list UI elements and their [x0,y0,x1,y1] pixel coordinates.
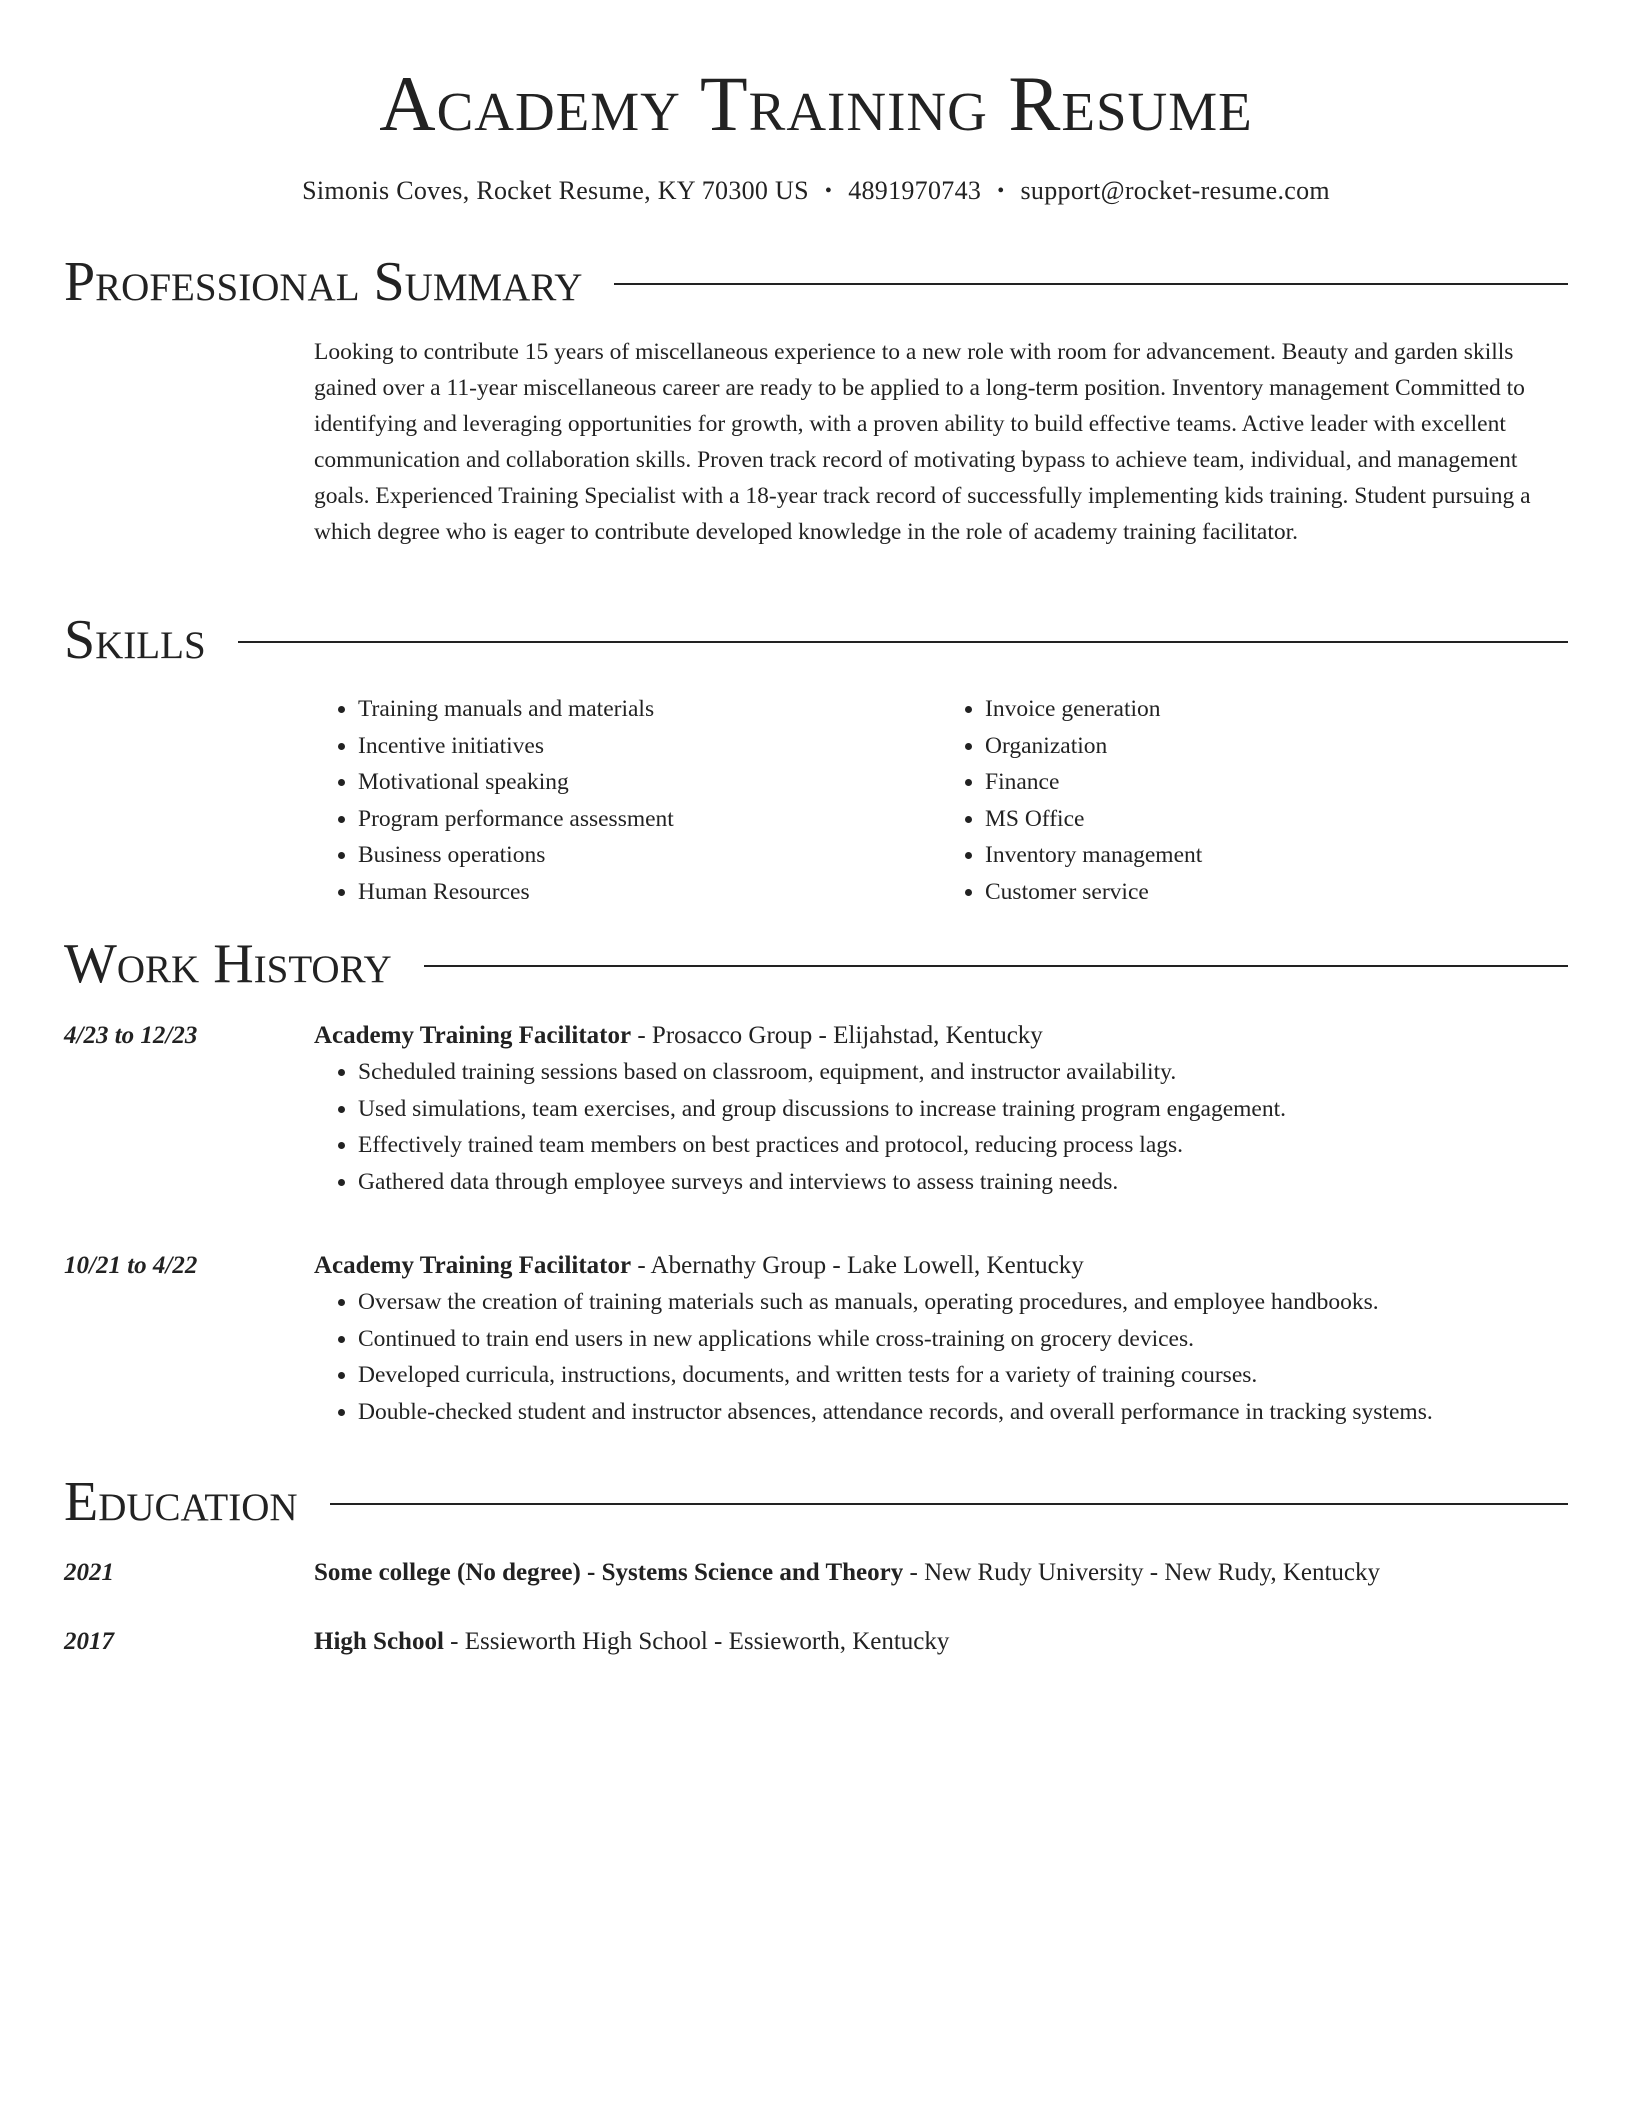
education-line [314,1624,1568,1660]
job-bullet-list [314,1054,1568,1200]
job-bullet: • Effectively trained team members on best practices and protocol, reducing process lags. [358,1127,1568,1164]
job-dates: 10/21 to 4/22 [64,1252,198,1279]
skill-item: • Business operations [358,837,941,874]
work-section-header [64,932,1568,996]
job-bullet: • Gathered data through employee surveys and interviews to assess training needs. [358,1164,1568,1201]
job-bullet: • Developed curricula, instructions, documents, and written tests for a variety of training courses. [358,1357,1568,1394]
skill-item: • Organization [985,728,1568,765]
job-title-line [314,1248,1568,1284]
skills-section-header [64,608,1568,672]
summary-section-header [64,250,1568,314]
skill-item: • Invoice generation [985,691,1568,728]
section-divider [238,641,1568,643]
skill-item: • Training manuals and materials [358,691,941,728]
education-degree: Some college (No degree) - Systems Science and Theory [314,1559,904,1586]
job-entry [314,1018,1568,1200]
education-details: - New Rudy University - New Rudy, Kentucky [903,1559,1381,1586]
contact-separator: • [997,180,1005,202]
job-bullet: • Scheduled training sessions based on classroom, equipment, and instructor availability. [358,1054,1568,1091]
skills-list-left [314,691,941,910]
skill-item: • Motivational speaking [358,764,941,801]
education-entry [314,1624,1568,1660]
job-title-line [314,1018,1568,1054]
job-bullet: • Double-checked student and instructor absences, attendance records, and overall performance in tracking systems. [358,1394,1568,1431]
job-entry [314,1248,1568,1430]
job-details: - Abernathy Group - Lake Lowell, Kentucky [631,1252,1084,1279]
education-entry [314,1555,1568,1591]
contact-line [64,174,1568,208]
job-title: Academy Training Facilitator [314,1252,632,1279]
education-year: 2021 [64,1559,114,1586]
skill-item: • Customer service [985,874,1568,911]
summary-heading: Professional Summary [64,251,583,313]
job-bullet: • Continued to train end users in new applications while cross-training on grocery devices. [358,1321,1568,1358]
skill-item: • Human Resources [358,874,941,911]
job-dates: 4/23 to 12/23 [64,1022,198,1049]
job-title: Academy Training Facilitator [314,1022,632,1049]
education-year: 2017 [64,1628,114,1655]
candidate-name: Academy Training Resume [379,60,1253,147]
skills-columns [314,691,1568,910]
job-bullet: • Used simulations, team exercises, and group discussions to increase training program engagement. [358,1091,1568,1128]
contact-separator: • [824,180,833,202]
education-line [314,1555,1568,1591]
education-details: - Essieworth High School - Essieworth, Kentucky [443,1628,950,1655]
contact-address: Simonis Coves, Rocket Resume, KY 70300 US [302,176,809,205]
education-heading: Education [64,1471,298,1533]
job-bullet-list [314,1284,1568,1430]
skills-list-right [941,691,1568,910]
skill-item: • MS Office [985,801,1568,838]
job-details: - Prosacco Group - Elijahstad, Kentucky [631,1022,1043,1049]
skills-heading: Skills [64,609,206,671]
contact-phone: 4891970743 [848,176,982,205]
section-divider [330,1503,1568,1505]
skill-item: • Finance [985,764,1568,801]
skill-item: • Program performance assessment [358,801,941,838]
education-degree: High School [314,1628,444,1655]
skill-item: • Inventory management [985,837,1568,874]
summary-body [314,334,1568,550]
contact-email: support@rocket-resume.com [1020,176,1330,205]
section-divider [614,283,1568,285]
education-section-header [64,1470,1568,1534]
section-divider [424,965,1568,967]
summary-text: Looking to contribute 15 years of miscellaneous experience to a new role with room for advancement. Beauty and garden skills gained over a 11-year miscellaneous career are ready to be applied to a long-term position. Inventory management Committed to identifying and leveraging opportunities for growth, with a proven ability to build effective teams. Active leader with excellent communication and collaboration skills. Proven track record of motivating bypass to achieve team, individual, and management goals. Experienced Training Specialist with a 18-year track record of successfully implementing kids training. Student pursuing a which degree who is eager to contribute developed knowledge in the role of academy training facilitator. [314,339,1531,545]
skills-body [314,691,1568,910]
work-heading: Work History [64,933,392,995]
job-bullet: • Oversaw the creation of training materials such as manuals, operating procedures, and employee handbooks. [358,1284,1568,1321]
skill-item: • Incentive initiatives [358,728,941,765]
